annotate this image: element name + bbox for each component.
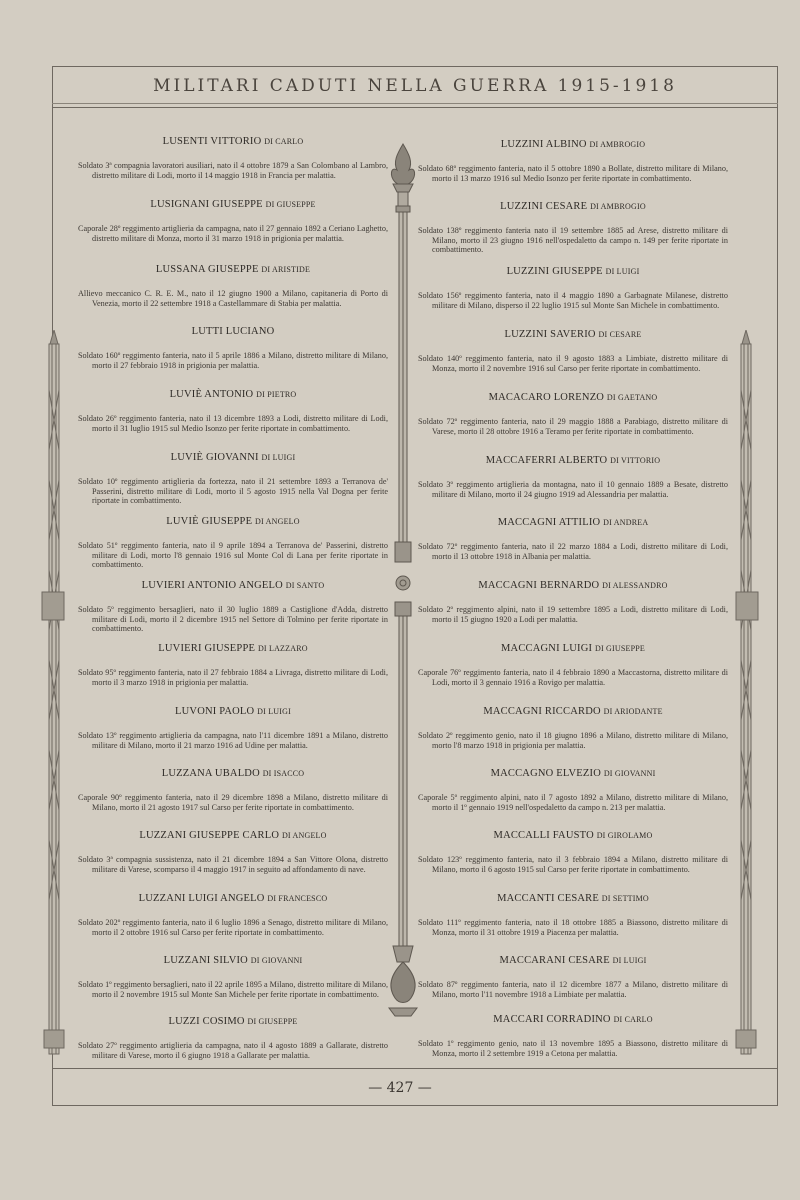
- entry: [78, 643, 388, 687]
- entry-surname: MACCARI CORRADINO: [493, 1014, 611, 1025]
- entry-text: Soldato 140º reggimento fanteria, nato il 9 agosto 1883 a Limbiate, distretto militare di Monza, morto il 2 novembre 1916 sul Carso per ferite riportate in combattimento.: [418, 354, 728, 373]
- entry-patronymic: DI SETTIMO: [601, 894, 649, 903]
- entry: [78, 580, 388, 634]
- entry-name: [78, 955, 388, 966]
- entry-patronymic: DI GIROLAMO: [596, 831, 653, 840]
- entry: [78, 706, 388, 750]
- entry-patronymic: DI ISACCO: [262, 769, 305, 778]
- entry-surname: MACCAGNI BERNARDO: [478, 580, 600, 591]
- entry-name: [418, 893, 728, 904]
- entry-surname: LUVONI PAOLO: [175, 706, 255, 717]
- entry-text: Soldato 13º reggimento artiglieria da campagna, nato l'11 dicembre 1891 a Milano, distretto militare di Milano, morto il 21 marzo 1916 ad Udine per malattia.: [78, 731, 388, 750]
- entry-name: [78, 580, 388, 591]
- entry-patronymic: DI GAETANO: [606, 393, 658, 402]
- entry-patronymic: DI LUIGI: [605, 267, 640, 276]
- entry-surname: LUZZANI GIUSEPPE CARLO: [139, 830, 280, 841]
- entry-name: [418, 1014, 728, 1025]
- entry-surname: LUSSANA GIUSEPPE: [155, 264, 259, 275]
- entry-surname: MACCAGNI ATTILIO: [497, 517, 601, 528]
- entry: [78, 199, 388, 243]
- entry-text: Soldato 2º reggimento alpini, nato il 19 settembre 1895 a Lodi, distretto militare di Lodi, morto il 15 giugno 1920 a Lodi per malattia.: [418, 605, 728, 624]
- entry: [418, 955, 728, 999]
- entry-text: Soldato 72º reggimento fanteria, nato il 29 maggio 1888 a Parabiago, distretto militare di Varese, morto il 28 ottobre 1916 a Teramo per ferite riportate in combattimento.: [418, 417, 728, 436]
- entry-surname: MACCARANI CESARE: [499, 955, 610, 966]
- entry: [418, 706, 728, 750]
- entry-name: [78, 199, 388, 210]
- entry-text: Soldato 68º reggimento fanteria, nato il 5 ottobre 1890 a Bollate, distretto militare di Milano, morto il 13 marzo 1916 sul Medio Isonzo per ferite riportate in combattimento.: [418, 164, 728, 183]
- entry-surname: LUVIERI ANTONIO ANGELO: [141, 580, 283, 591]
- entry-text: Soldato 2º reggimento genio, nato il 18 giugno 1896 a Milano, distretto militare di Milano, morto l'8 marzo 1918 in prigionia per malattia.: [418, 731, 728, 750]
- entry-name: [78, 136, 388, 147]
- entry-name: [78, 389, 388, 400]
- entry-surname: MACCAGNI LUIGI: [501, 643, 593, 654]
- entry-surname: LUSIGNANI GIUSEPPE: [150, 199, 263, 210]
- entry-text: Caporale 5º reggimento alpini, nato il 7 agosto 1892 a Milano, distretto militare di Milano, morto il 1º gennaio 1919 nell'ospedaletto da campo n. 213 per malattia.: [418, 793, 728, 812]
- entry-surname: LUTTI LUCIANO: [191, 326, 275, 337]
- entry-text: Soldato 3ª compagnia lavoratori ausiliari, nato il 4 ottobre 1879 a San Colombano al Lambro, distretto militare di Lodi, morto il 14 maggio 1918 in Francia per malattia.: [78, 161, 388, 180]
- entry: [418, 643, 728, 687]
- entry: [418, 1014, 728, 1058]
- entry: [78, 830, 388, 874]
- footer-rule: [52, 1068, 778, 1069]
- entry-name: [418, 830, 728, 841]
- entry-patronymic: DI LUIGI: [612, 956, 647, 965]
- entry-text: Soldato 5º reggimento bersaglieri, nato il 30 luglio 1889 a Castiglione d'Adda, distretto militare di Lodi, morto il 2 dicembre 1915 nel Settore di Tolmino per ferite riportate in combattimento.: [78, 605, 388, 634]
- entry: [78, 768, 388, 812]
- entry-text: Soldato 87º reggimento fanteria, nato il 12 dicembre 1877 a Milano, distretto militare di Milano, morto l'11 novembre 1918 a Limbiate per malattia.: [418, 980, 728, 999]
- entry-text: Soldato 1º reggimento genio, nato il 13 novembre 1895 a Biassono, distretto militare di Monza, morto il 2 settembre 1919 a Cetona per malattia.: [418, 1039, 728, 1058]
- entry-surname: MACCAGNI RICCARDO: [483, 706, 601, 717]
- entry-patronymic: DI LAZZARO: [257, 644, 308, 653]
- entry-patronymic: DI AMBROGIO: [590, 202, 646, 211]
- entry-name: [418, 768, 728, 779]
- entry: [78, 264, 388, 308]
- entry: [418, 201, 728, 255]
- entry-surname: LUZZINI CESARE: [500, 201, 588, 212]
- entry-name: [78, 830, 388, 841]
- entry: [418, 580, 728, 624]
- entry-patronymic: DI ARIODANTE: [603, 707, 663, 716]
- entry-patronymic: DI CARLO: [264, 137, 304, 146]
- entry-surname: LUZZANI LUIGI ANGELO: [138, 893, 265, 904]
- entry-name: [78, 768, 388, 779]
- entry-text: Caporale 28º reggimento artiglieria da campagna, nato il 27 gennaio 1892 a Ceriano Laghetto, distretto militare di Monza, morto il 31 marzo 1918 in prigionia per malattia.: [78, 224, 388, 243]
- entry: [418, 517, 728, 561]
- entry-surname: LUZZI COSIMO: [168, 1016, 245, 1027]
- entry: [78, 1016, 388, 1060]
- entry-name: [418, 580, 728, 591]
- entry-patronymic: DI ANGELO: [255, 517, 300, 526]
- entry-surname: LUVIÈ GIUSEPPE: [166, 516, 253, 527]
- entry-surname: LUVIÈ ANTONIO: [169, 389, 254, 400]
- entry: [78, 452, 388, 506]
- entry-patronymic: DI GIOVANNI: [603, 769, 656, 778]
- entry-name: [418, 139, 728, 150]
- entry-text: Soldato 72º reggimento fanteria, nato il 22 marzo 1884 a Lodi, distretto militare di Lodi, morto il 13 ottobre 1918 in Albania per malattia.: [418, 542, 728, 561]
- page-title: MILITARI CADUTI NELLA GUERRA 1915-1918: [153, 76, 677, 96]
- entry-surname: LUZZINI GIUSEPPE: [506, 266, 603, 277]
- entry-text: Soldato 202º reggimento fanteria, nato il 6 luglio 1896 a Senago, distretto militare di Milano, morto il 2 ottobre 1916 sul Carso per ferite riportate in combattimento.: [78, 918, 388, 937]
- entry-text: Soldato 1º reggimento bersaglieri, nato il 22 aprile 1895 a Milano, distretto militare di Milano, morto il 2 novembre 1915 sul Monte San Michele per ferite riportate in combattimento.: [78, 980, 388, 999]
- entry-patronymic: DI GIUSEPPE: [247, 1017, 298, 1026]
- title-underline: [52, 103, 778, 104]
- entry-text: Soldato 51º reggimento fanteria, nato il 9 aprile 1894 a Terranova de' Passerini, distretto militare di Lodi, morto l'8 gennaio 1916 sul Monte Col di Lana per ferite riportate in combattimento.: [78, 541, 388, 570]
- entry-surname: MACCAGNO ELVEZIO: [490, 768, 601, 779]
- entry-patronymic: DI GIUSEPPE: [595, 644, 645, 653]
- entry-patronymic: DI PIETRO: [256, 390, 297, 399]
- entry-name: [418, 455, 728, 466]
- entry-patronymic: DI ALESSANDRO: [602, 581, 668, 590]
- entry-surname: LUZZINI SAVERIO: [504, 329, 596, 340]
- entry-patronymic: DI LUIGI: [261, 453, 296, 462]
- entry-text: Allievo meccanico C. R. E. M., nato il 12 giugno 1900 a Milano, capitaneria di Porto di Venezia, morto il 22 settembre 1918 a Castellammare di Stabia per malattia.: [78, 289, 388, 308]
- entry-patronymic: DI SANTO: [285, 581, 325, 590]
- entry-name: [418, 201, 728, 212]
- entry-name: [78, 516, 388, 527]
- entry: [418, 768, 728, 812]
- entry-name: [418, 392, 728, 403]
- entry-text: Soldato 95º reggimento fanteria, nato il 27 febbraio 1884 a Livraga, distretto militare di Lodi, morto il 3 marzo 1918 in prigionia per malattia.: [78, 668, 388, 687]
- entry-text: Soldato 138º reggimento fanteria nato il 19 settembre 1885 ad Arese, distretto militare di Milano, morto il 23 giugno 1916 nell'ospedaletto da campo n. 149 per ferite riportate in combattimento.: [418, 226, 728, 255]
- entry-surname: MACCALLI FAUSTO: [493, 830, 594, 841]
- entry-text: Soldato 111º reggimento fanteria, nato il 18 ottobre 1885 a Biassono, distretto militare di Monza, morto il 31 ottobre 1919 a Piacenza per malattia.: [418, 918, 728, 937]
- entry-name: [78, 643, 388, 654]
- entry-name: [418, 706, 728, 717]
- entry-name: [78, 264, 388, 275]
- entry-surname: LUVIÈ GIOVANNI: [170, 452, 259, 463]
- torch-ornament-icon: [383, 140, 423, 1020]
- entry-patronymic: DI LUIGI: [257, 707, 291, 716]
- entry-text: Soldato 26º reggimento fanteria, nato il 13 dicembre 1893 a Lodi, distretto militare di Lodi, morto il 31 luglio 1915 sul Medio Isonzo per ferite riportate in combattimento.: [78, 414, 388, 433]
- entry: [78, 389, 388, 433]
- entry: [418, 893, 728, 937]
- entry-patronymic: DI GIOVANNI: [250, 956, 303, 965]
- entry: [418, 139, 728, 183]
- entry: [418, 329, 728, 373]
- entry-patronymic: DI ANDREA: [603, 518, 649, 527]
- entry-text: Soldato 123º reggimento fanteria, nato il 3 febbraio 1894 a Milano, distretto militare di Milano, morto il 6 agosto 1915 sul Carso per ferite riportate in combattimento.: [418, 855, 728, 874]
- entry-text: Soldato 27º reggimento artiglieria da campagna, nato il 4 agosto 1889 a Gallarate, distretto militare di Varese, morto il 6 giugno 1918 a Gallarate per malattia.: [78, 1041, 388, 1060]
- entry-patronymic: DI CARLO: [613, 1015, 653, 1024]
- entry: [78, 136, 388, 180]
- entry-name: [78, 326, 388, 337]
- fasces-ornament-right-icon: [732, 330, 760, 1070]
- entry-name: [418, 643, 728, 654]
- entry-surname: MACACARO LORENZO: [488, 392, 605, 403]
- entry-surname: MACCAFERRI ALBERTO: [485, 455, 608, 466]
- entry-patronymic: DI CESARE: [598, 330, 642, 339]
- entry-name: [78, 452, 388, 463]
- entry-name: [418, 517, 728, 528]
- page-number: — 427 —: [368, 1080, 432, 1096]
- entry-text: Soldato 3ª compagnia sussistenza, nato il 21 dicembre 1894 a San Vittore Olona, distretto militare di Varese, scomparso il 4 maggio 1917 in seguito ad affondamento di nave.: [78, 855, 388, 874]
- entry-surname: LUVIERI GIUSEPPE: [158, 643, 256, 654]
- entry-text: Caporale 76º reggimento fanteria, nato il 4 febbraio 1890 a Maccastorna, distretto militare di Lodi, morto il 3 gennaio 1916 a Rovigo per malattia.: [418, 668, 728, 687]
- entry-patronymic: DI ANGELO: [281, 831, 327, 840]
- entry-patronymic: DI AMBROGIO: [589, 140, 646, 149]
- entry-patronymic: DI VITTORIO: [610, 456, 661, 465]
- entry: [78, 955, 388, 999]
- entry-text: Soldato 10º reggimento artiglieria da fortezza, nato il 21 settembre 1893 a Terranova de' Passerini, distretto militare di Lodi, morto il 5 agosto 1915 nella Val Dogna per ferite riportate in combattimento.: [78, 477, 388, 506]
- entry-text: Caporale 90º reggimento fanteria, nato il 29 dicembre 1898 a Milano, distretto militare di Milano, morto il 21 agosto 1917 sul Carso per ferite riportate in combattimento.: [78, 793, 388, 812]
- entry-surname: LUZZINI ALBINO: [500, 139, 587, 150]
- entry-patronymic: DI GIUSEPPE: [265, 200, 316, 209]
- entry-surname: LUSENTI VITTORIO: [162, 136, 262, 147]
- entry-name: [78, 1016, 388, 1027]
- entry: [78, 326, 388, 370]
- entry-text: Soldato 160º reggimento fanteria, nato il 5 aprile 1886 a Milano, distretto militare di Milano, morto il 27 febbraio 1918 in prigionia per malattia.: [78, 351, 388, 370]
- entry-text: Soldato 3º reggimento artiglieria da montagna, nato il 10 gennaio 1889 a Besate, distretto militare di Milano, morto il 24 giugno 1919 ad Alessandria per malattia.: [418, 480, 728, 499]
- entry-surname: LUZZANA UBALDO: [161, 768, 260, 779]
- entry-patronymic: DI ARISTIDE: [261, 265, 311, 274]
- entry-name: [78, 893, 388, 904]
- entry: [78, 893, 388, 937]
- entry-name: [78, 706, 388, 717]
- title-bar: [52, 66, 778, 108]
- entry-text: Soldato 156º reggimento fanteria, nato il 4 maggio 1890 a Garbagnate Milanese, distretto militare di Milano, disperso il 22 luglio 1915 sul Monte San Michele in combattimento.: [418, 291, 728, 310]
- entry-surname: LUZZANI SILVIO: [163, 955, 248, 966]
- entry: [418, 830, 728, 874]
- entry-name: [418, 329, 728, 340]
- entry-surname: MACCANTI CESARE: [497, 893, 599, 904]
- entry-name: [418, 955, 728, 966]
- fasces-ornament-left-icon: [40, 330, 68, 1070]
- entry: [418, 455, 728, 499]
- entry: [78, 516, 388, 570]
- entry: [418, 266, 728, 310]
- entry-name: [418, 266, 728, 277]
- entry-patronymic: DI FRANCESCO: [267, 894, 328, 903]
- entry: [418, 392, 728, 436]
